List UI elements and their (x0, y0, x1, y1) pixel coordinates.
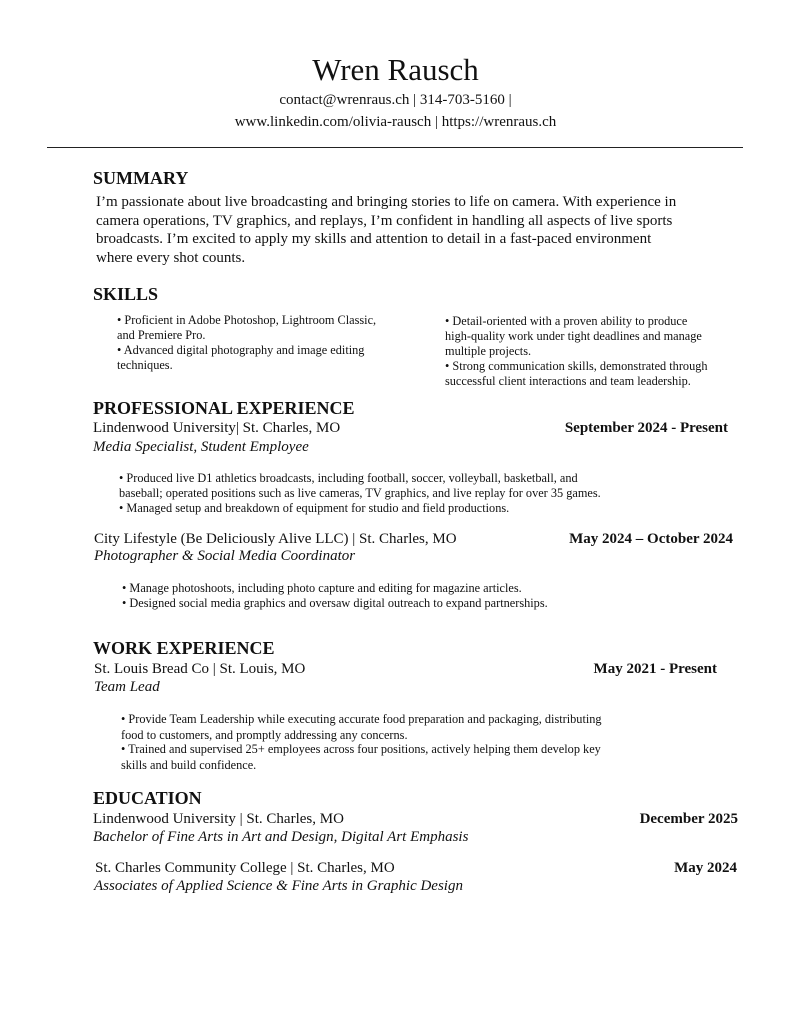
job-organization: Lindenwood University| St. Charles, MO (93, 420, 341, 436)
job-role: Photographer & Social Media Coordinator (94, 548, 356, 564)
skills-right-item: high-quality work under tight deadlines and manage (445, 329, 702, 343)
contact-line-email-phone: contact@wrenraus.ch | 314-703-5160 | (279, 92, 512, 108)
school-name: St. Charles Community College | St. Charles, MO (95, 860, 395, 876)
job-date: May 2021 - Present (593, 661, 717, 677)
job-bullet: baseball; operated positions such as live cameras, TV graphics, and live replay for over 35 games. (119, 486, 601, 500)
job-bullet: • Produced live D1 athletics broadcasts, including football, soccer, volleyball, basketball, and (119, 471, 578, 485)
job-role: Team Lead (94, 679, 160, 695)
skills-left-item: techniques. (117, 358, 173, 372)
job-bullet: • Manage photoshoots, including photo capture and editing for magazine articles. (122, 581, 522, 595)
job-bullet: • Managed setup and breakdown of equipment for studio and field productions. (119, 501, 510, 515)
work-experience-heading: WORK EXPERIENCE (93, 638, 275, 658)
job-date: May 2024 – October 2024 (569, 531, 733, 547)
job-organization: City Lifestyle (Be Deliciously Alive LLC) | St. Charles, MO (94, 531, 457, 547)
professional-experience-heading: PROFESSIONAL EXPERIENCE (93, 398, 355, 418)
skills-right-item: successful client interactions and team leadership. (445, 374, 691, 388)
school-date: December 2025 (639, 811, 738, 827)
job-bullet: • Trained and supervised 25+ employees across four positions, actively helping them develop key (121, 742, 601, 756)
skills-right-item: • Strong communication skills, demonstrated through (445, 359, 708, 373)
job-bullet: • Designed social media graphics and oversaw digital outreach to expand partnerships. (122, 596, 548, 610)
summary-line: I’m passionate about live broadcasting and bringing stories to life on camera. With experience in (96, 194, 677, 210)
education-heading: EDUCATION (93, 788, 202, 808)
summary-paragraph (96, 193, 716, 267)
skills-right-item: multiple projects. (445, 344, 532, 358)
resume-name: Wren Rausch (312, 52, 479, 87)
summary-line: broadcasts. I’m excited to apply my skills and attention to detail in a fast-paced environment (96, 231, 652, 247)
school-date: May 2024 (674, 860, 737, 876)
job-role: Media Specialist, Student Employee (93, 439, 309, 455)
school-degree: Associates of Applied Science & Fine Arts in Graphic Design (94, 878, 463, 894)
job-bullet: food to customers, and promptly addressing any concerns. (121, 728, 408, 742)
school-degree: Bachelor of Fine Arts in Art and Design, Digital Art Emphasis (93, 829, 469, 845)
skills-left-item: • Advanced digital photography and image editing (117, 343, 365, 357)
job-bullet: skills and build confidence. (121, 758, 257, 772)
contact-line-links: www.linkedin.com/olivia-rausch | https://wrenraus.ch (234, 114, 557, 130)
skills-left-item: and Premiere Pro. (117, 328, 206, 342)
skills-heading: SKILLS (93, 284, 159, 304)
job-organization: St. Louis Bread Co | St. Louis, MO (94, 661, 306, 677)
job-bullet: • Provide Team Leadership while executing accurate food preparation and packaging, distributing (121, 712, 602, 726)
school-name: Lindenwood University | St. Charles, MO (93, 811, 344, 827)
header-divider (47, 147, 743, 148)
skills-right-item: • Detail-oriented with a proven ability to produce (445, 314, 688, 328)
summary-line: camera operations, TV graphics, and replays, I’m confident in handling all aspects of live sports (96, 212, 673, 229)
job-date: September 2024 - Present (564, 420, 728, 436)
summary-line: where every shot counts. (96, 249, 246, 266)
summary-heading: SUMMARY (93, 168, 189, 188)
skills-left-item: • Proficient in Adobe Photoshop, Lightroom Classic, (117, 313, 377, 327)
